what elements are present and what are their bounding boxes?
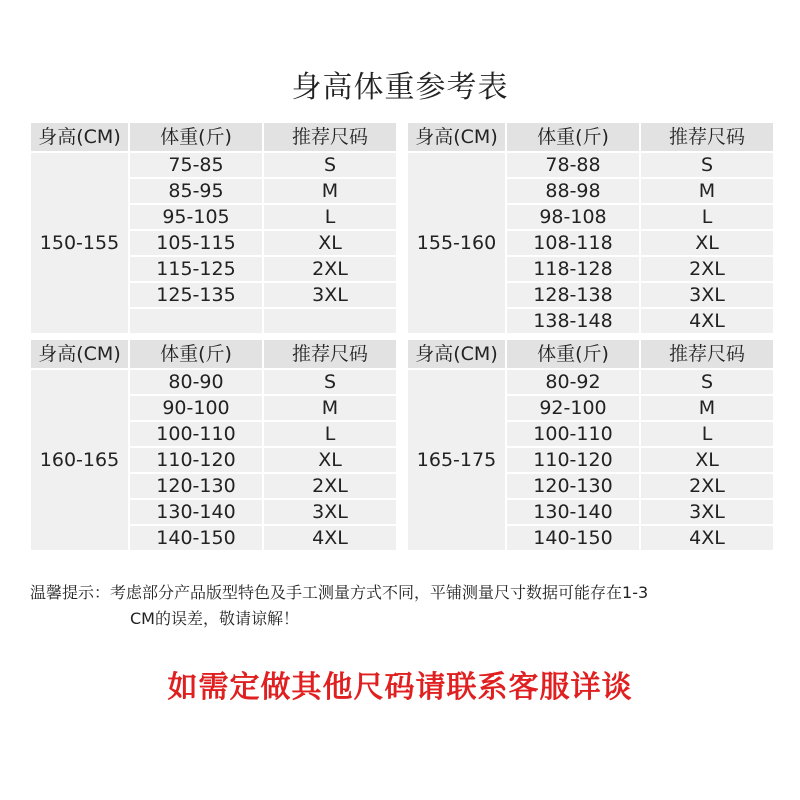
size-cell: 3XL	[641, 283, 773, 307]
table-header-row	[408, 340, 773, 368]
weight-cell: 110-120	[507, 448, 639, 472]
weight-cell: 100-110	[507, 422, 639, 446]
weight-cell: 80-92	[507, 370, 639, 394]
table-row	[408, 153, 773, 177]
size-cell: 3XL	[264, 500, 396, 524]
weight-cell: 90-100	[130, 396, 262, 420]
size-cell: L	[641, 205, 773, 229]
size-table-165-175	[406, 338, 775, 552]
size-table-155-160	[406, 121, 775, 335]
table-header-row	[408, 123, 773, 151]
tips-note	[30, 580, 790, 632]
size-cell: 4XL	[641, 309, 773, 333]
weight-cell: 95-105	[130, 205, 262, 229]
weight-cell: 75-85	[130, 153, 262, 177]
size-cell: S	[641, 370, 773, 394]
size-cell: XL	[641, 448, 773, 472]
size-cell: S	[641, 153, 773, 177]
size-cell	[264, 309, 396, 333]
size-cell: XL	[264, 231, 396, 255]
size-cell: L	[264, 422, 396, 446]
weight-cell: 115-125	[130, 257, 262, 281]
column-header: 推荐尺码	[641, 340, 773, 368]
size-cell: M	[264, 396, 396, 420]
table-header-row	[31, 340, 396, 368]
column-header: 身高(CM)	[31, 123, 128, 151]
weight-cell: 100-110	[130, 422, 262, 446]
size-cell: M	[264, 179, 396, 203]
size-table-160-165	[29, 338, 398, 552]
column-header: 推荐尺码	[641, 123, 773, 151]
size-cell: 3XL	[264, 283, 396, 307]
weight-cell: 140-150	[130, 526, 262, 550]
custom-size-promo: 如需定做其他尺码请联系客服详谈	[167, 670, 633, 705]
column-header: 推荐尺码	[264, 123, 396, 151]
size-cell: 2XL	[641, 474, 773, 498]
table-row	[31, 153, 396, 177]
weight-cell: 98-108	[507, 205, 639, 229]
size-cell: 2XL	[264, 474, 396, 498]
column-header: 体重(斤)	[130, 340, 262, 368]
weight-cell: 130-140	[507, 500, 639, 524]
weight-cell: 130-140	[130, 500, 262, 524]
weight-cell: 140-150	[507, 526, 639, 550]
weight-cell: 128-138	[507, 283, 639, 307]
height-range-cell: 155-160	[408, 153, 505, 333]
table-row	[31, 370, 396, 394]
size-cell: S	[264, 370, 396, 394]
column-header: 身高(CM)	[408, 340, 505, 368]
height-range-cell: 150-155	[31, 153, 128, 333]
size-cell: M	[641, 396, 773, 420]
weight-cell: 138-148	[507, 309, 639, 333]
weight-cell: 120-130	[507, 474, 639, 498]
weight-cell: 105-115	[130, 231, 262, 255]
weight-cell: 92-100	[507, 396, 639, 420]
table-row	[408, 370, 773, 394]
column-header: 体重(斤)	[130, 123, 262, 151]
weight-cell: 125-135	[130, 283, 262, 307]
size-cell: L	[641, 422, 773, 446]
size-cell: M	[641, 179, 773, 203]
column-header: 身高(CM)	[31, 340, 128, 368]
tips-label: 温馨提示：	[30, 583, 111, 602]
size-table-150-155	[29, 121, 398, 335]
table-header-row	[31, 123, 396, 151]
tips-text-line1: 考虑部分产品版型特色及手工测量方式不同，平铺测量尺寸数据可能存在1-3	[110, 583, 649, 602]
size-cell: 4XL	[641, 526, 773, 550]
weight-cell: 108-118	[507, 231, 639, 255]
size-cell: 4XL	[264, 526, 396, 550]
size-cell: XL	[264, 448, 396, 472]
size-cell: S	[264, 153, 396, 177]
column-header: 身高(CM)	[408, 123, 505, 151]
weight-cell	[130, 309, 262, 333]
size-cell: 2XL	[264, 257, 396, 281]
page-title: 身高体重参考表	[291, 70, 509, 105]
size-cell: L	[264, 205, 396, 229]
height-range-cell: 165-175	[408, 370, 505, 550]
weight-cell: 80-90	[130, 370, 262, 394]
weight-cell: 78-88	[507, 153, 639, 177]
weight-cell: 88-98	[507, 179, 639, 203]
weight-cell: 118-128	[507, 257, 639, 281]
column-header: 推荐尺码	[264, 340, 396, 368]
size-cell: 2XL	[641, 257, 773, 281]
size-cell: XL	[641, 231, 773, 255]
height-range-cell: 160-165	[31, 370, 128, 550]
tips-text-line2: CM的误差，敬请谅解！	[130, 609, 299, 628]
weight-cell: 120-130	[130, 474, 262, 498]
weight-cell: 110-120	[130, 448, 262, 472]
weight-cell: 85-95	[130, 179, 262, 203]
column-header: 体重(斤)	[507, 123, 639, 151]
size-cell: 3XL	[641, 500, 773, 524]
column-header: 体重(斤)	[507, 340, 639, 368]
